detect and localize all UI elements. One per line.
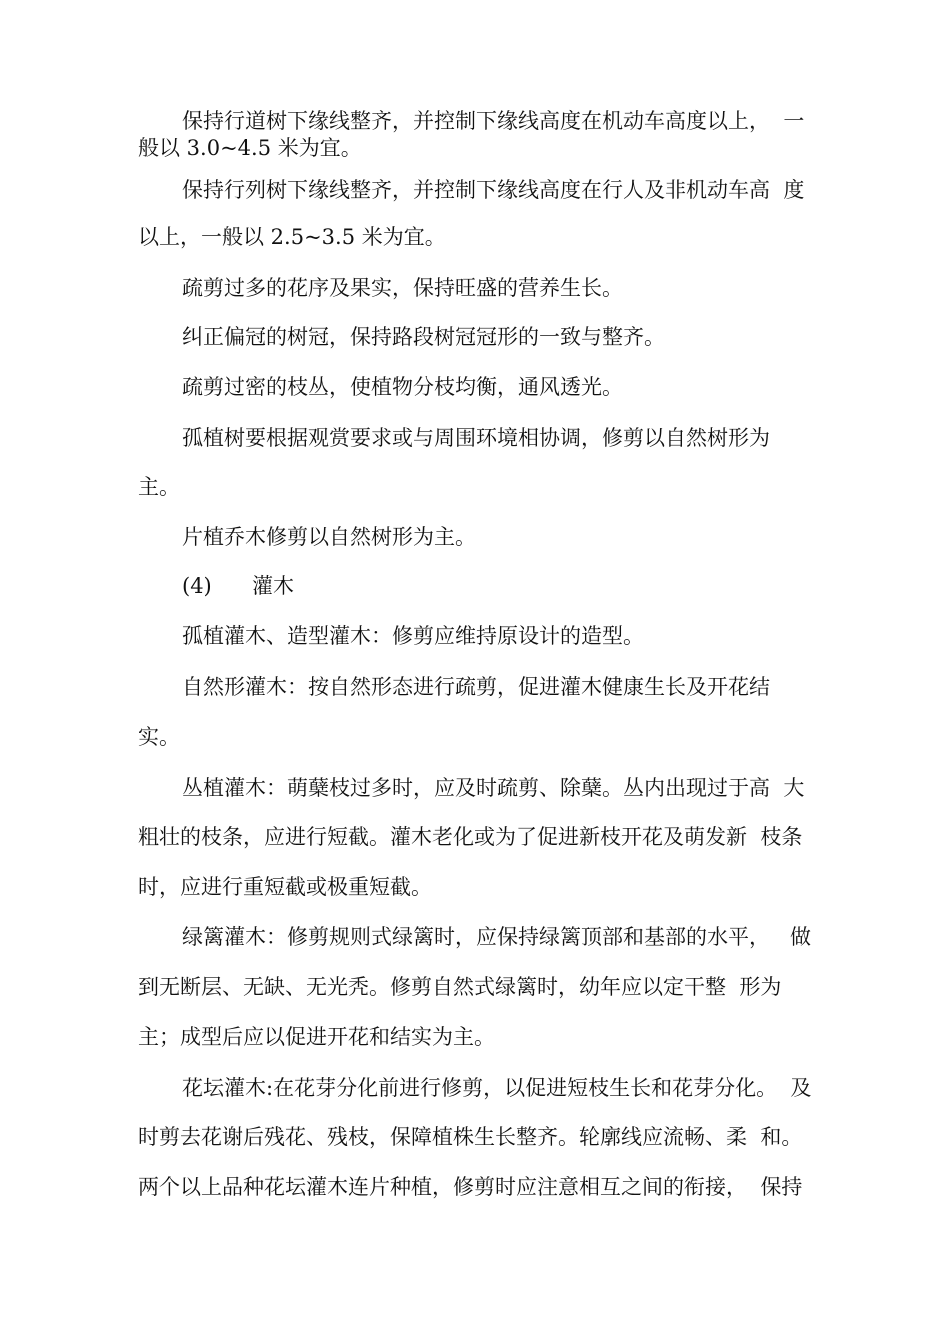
text-line: 时，应进行重短截或极重短截。 [138,875,432,899]
text-line: 到无断层、无缺、无光秃。修剪自然式绿篱时，幼年应以定干整 形为 [138,975,782,999]
text-line: 自然形灌木：按自然形态进行疏剪，促进灌木健康生长及开花结 [182,675,770,699]
text-line: 两个以上品种花坛灌木连片种植，修剪时应注意相互之间的衔接， 保持 [138,1175,803,1199]
text-line: 孤植树要根据观赏要求或与周围环境相协调，修剪以自然树形为 [182,426,770,450]
text-line: 保持行列树下缘线整齐，并控制下缘线高度在行人及非机动车高 度 [182,178,805,202]
text-line: 实。 [138,725,180,749]
text-line: 以上，一般以 2.5~3.5 米为宜。 [138,225,446,249]
text-line: 保持行道树下缘线整齐，并控制下缘线高度在机动车高度以上， 一 [182,109,805,133]
text-line: 疏剪过密的枝丛，使植物分枝均衡，通风透光。 [182,375,623,399]
text-line: 片植乔木修剪以自然树形为主。 [182,525,476,549]
text-line: 粗壮的枝条，应进行短截。灌木老化或为了促进新枝开花及萌发新 枝条 [138,825,803,849]
text-line: 主。 [138,475,180,499]
text-line: 绿篱灌木：修剪规则式绿篱时，应保持绿篱顶部和基部的水平， 做 [182,925,812,949]
section-title: 灌木 [252,574,294,598]
text-line: 花坛灌木:在花芽分化前进行修剪，以促进短枝生长和花芽分化。 及 [182,1076,812,1100]
text-line: 孤植灌木、造型灌木：修剪应维持原设计的造型。 [182,624,644,648]
text-line: 纠正偏冠的树冠，保持路段树冠冠形的一致与整齐。 [182,325,665,349]
text-line: 般以 3.0~4.5 米为宜。 [138,136,362,160]
text-line: 主；成型后应以促进开花和结实为主。 [138,1025,495,1049]
section-number: (4) [182,574,212,598]
text-line: 疏剪过多的花序及果实，保持旺盛的营养生长。 [182,276,623,300]
text-line: 时剪去花谢后残花、残枝，保障植株生长整齐。轮廓线应流畅、柔 和。 [138,1125,803,1149]
text-line: 丛植灌木：萌蘖枝过多时，应及时疏剪、除蘖。丛内出现过于高 大 [182,776,805,800]
